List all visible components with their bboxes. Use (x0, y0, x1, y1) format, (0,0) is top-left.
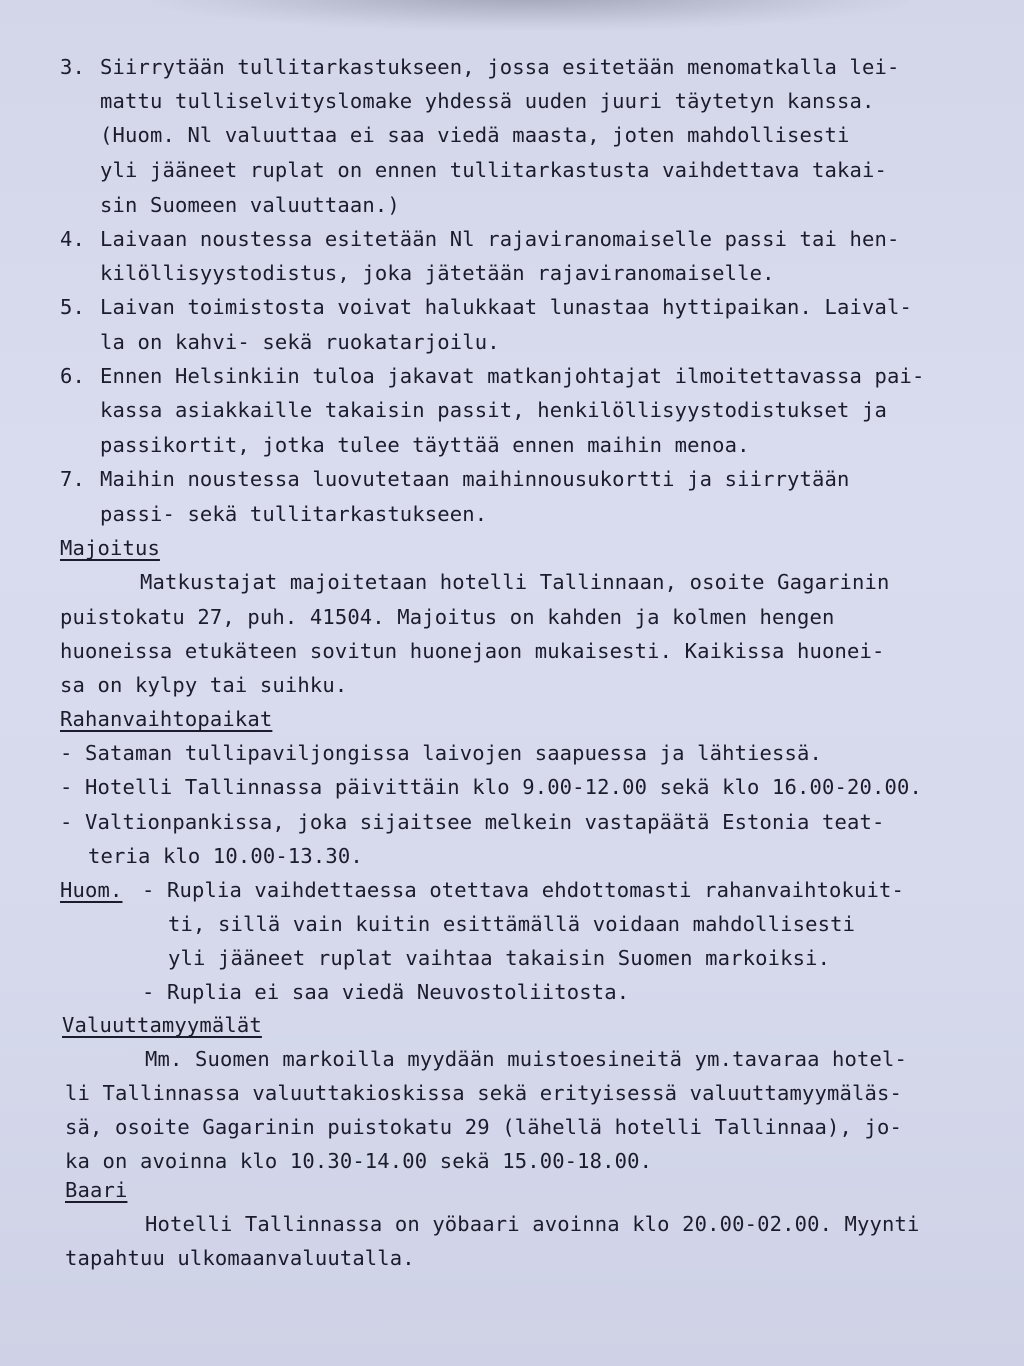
item-5-line-2: la on kahvi- sekä ruokatarjoilu. (100, 330, 500, 354)
item-6-line-2: kassa asiakkaille takaisin passit, henkilöllisyystodistukset ja (100, 398, 887, 422)
huom-line-3: yli jääneet ruplat vaihtaa takaisin Suomen markoiksi. (168, 946, 831, 970)
item-7-line-2: passi- sekä tullitarkastukseen. (100, 502, 488, 526)
rahanvaihto-line-4: teria klo 10.00-13.30. (88, 844, 363, 868)
item-7-line-1: Maihin noustessa luovutetaan maihinnousukortti ja siirrytään (100, 467, 850, 491)
heading-majoitus: Majoitus (60, 536, 160, 560)
item-5-line-1: Laivan toimistosta voivat halukkaat lunastaa hyttipaikan. Laival- (100, 295, 912, 319)
majoitus-line-2: puistokatu 27, puh. 41504. Majoitus on kahden ja kolmen hengen (60, 605, 835, 629)
item-3-line-3: (Huom. Nl valuuttaa ei saa viedä maasta, joten mahdollisesti (100, 123, 850, 147)
huom-line-2: ti, sillä vain kuitin esittämällä voidaan mahdollisesti (168, 912, 856, 936)
rahanvaihto-line-1: - Sataman tullipaviljongissa laivojen saapuessa ja lähtiessä. (60, 741, 823, 765)
item-4-number: 4. (60, 227, 85, 251)
valuuttamyymalat-line-1: Mm. Suomen markoilla myydään muistoesineitä ym.tavaraa hotel- (145, 1047, 908, 1071)
item-6-line-1: Ennen Helsinkiin tuloa jakavat matkanjohtajat ilmoitettavassa pai- (100, 364, 925, 388)
baari-line-2: tapahtuu ulkomaanvaluutalla. (65, 1246, 415, 1270)
item-6-line-3: passikortit, jotka tulee täyttää ennen maihin menoa. (100, 433, 750, 457)
rahanvaihto-line-2: - Hotelli Tallinnassa päivittäin klo 9.00-12.00 sekä klo 16.00-20.00. (60, 775, 922, 799)
valuuttamyymalat-line-2: li Tallinnassa valuuttakioskissa sekä erityisessä valuuttamyymäläs- (65, 1081, 902, 1105)
majoitus-line-3: huoneissa etukäteen sovitun huonejaon mukaisesti. Kaikissa huonei- (60, 639, 885, 663)
item-4-line-1: Laivaan noustessa esitetään Nl rajaviranomaiselle passi tai hen- (100, 227, 900, 251)
item-4-line-2: kilöllisyystodistus, joka jätetään rajaviranomaiselle. (100, 261, 775, 285)
heading-baari: Baari (65, 1178, 128, 1202)
baari-line-1: Hotelli Tallinnassa on yöbaari avoinna klo 20.00-02.00. Myynti (145, 1212, 920, 1236)
item-7-number: 7. (60, 467, 85, 491)
huom-line-1: - Ruplia vaihdettaessa otettava ehdottomasti rahanvaihtokuit- (142, 878, 905, 902)
huom-line-4: - Ruplia ei saa viedä Neuvostoliitosta. (142, 980, 630, 1004)
item-3-line-5: sin Suomeen valuuttaan.) (100, 193, 400, 217)
valuuttamyymalat-line-4: ka on avoinna klo 10.30-14.00 sekä 15.00-18.00. (65, 1149, 653, 1173)
majoitus-line-1: Matkustajat majoitetaan hotelli Tallinnaan, osoite Gagarinin (140, 570, 890, 594)
item-3-line-2: mattu tulliselvityslomake yhdessä uuden juuri täytetyn kanssa. (100, 89, 875, 113)
majoitus-line-4: sa on kylpy tai suihku. (60, 673, 348, 697)
item-5-number: 5. (60, 295, 85, 319)
item-3-line-4: yli jääneet ruplat on ennen tullitarkastusta vaihdettava takai- (100, 158, 887, 182)
rahanvaihto-line-3: - Valtionpankissa, joka sijaitsee melkein vastapäätä Estonia teat- (60, 810, 885, 834)
huom-label: Huom. (60, 878, 123, 902)
item-3-number: 3. (60, 55, 85, 79)
item-3-line-1: Siirrytään tullitarkastukseen, jossa esitetään menomatkalla lei- (100, 55, 900, 79)
item-6-number: 6. (60, 364, 85, 388)
valuuttamyymalat-line-3: sä, osoite Gagarinin puistokatu 29 (lähellä hotelli Tallinnaa), jo- (65, 1115, 902, 1139)
heading-rahanvaihtopaikat: Rahanvaihtopaikat (60, 707, 273, 731)
heading-valuuttamyymalat: Valuuttamyymälät (62, 1013, 262, 1037)
page-shadow (150, 0, 910, 30)
